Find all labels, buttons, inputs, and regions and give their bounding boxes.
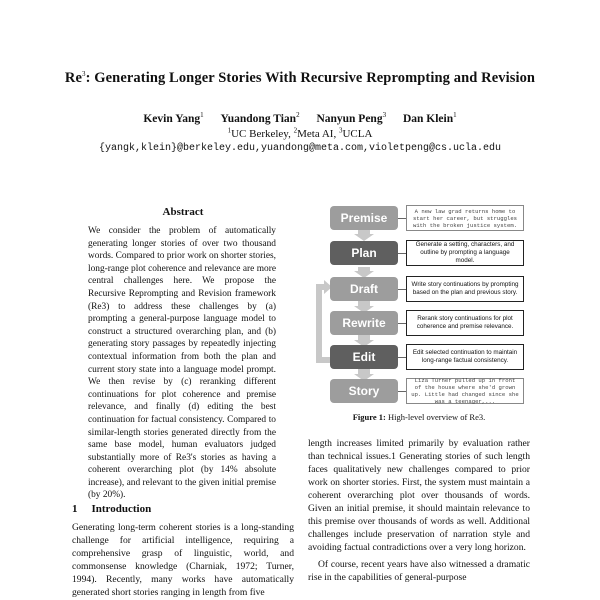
- connector-line: [398, 357, 406, 358]
- down-arrow: [354, 229, 374, 241]
- paragraph: length increases limited primarily by evaluation rather than technical issues.1 Generating stories of such length faces qualitatively new challenges compared to prior work on shorter stories. First, the system must maintain a coherent overarching plot over thousands of words. Given an initial premise, it should maintain relevance to this premise over thousands of words as well. Additional challenges include preservation of narration style and avoiding factual contradictions over a very long horizon.: [308, 438, 530, 553]
- author: Nanyun Peng$^3$: [316, 111, 387, 125]
- edit-description: Edit selected continuation to maintain long-range factual consistency.: [406, 344, 524, 370]
- stage-edit: Edit: [330, 345, 398, 369]
- author: Kevin Yang$^1$: [143, 111, 204, 125]
- connector-line: [398, 253, 406, 254]
- stage-story: Story: [330, 379, 398, 403]
- rewrite-description: Rerank story continuations for plot coherence and premise relevance.: [406, 310, 524, 336]
- section-heading: [72, 503, 151, 515]
- figure-caption: Figure 1: High-level overview of Re3.: [352, 412, 486, 422]
- stage-premise: Premise: [330, 206, 398, 230]
- introduction-text: Generating long-term coherent stories is a long-standing challenge for artificial intelligence, requiring a comprehensive grasp of linguistic, world, and commonsense knowledge (Charniak, 1972; Turner, 1994). Recently, many works have automatically generated short stories ranging in length from five: [72, 522, 294, 598]
- author-emails: {yangk,klein}@berkeley.edu,yuandong@meta.com,violetpeng@cs.ucla.edu: [98, 143, 502, 154]
- paper-title: Re$^3$: Generating Longer Stories With Recursive Reprompting and Revision: [64, 70, 536, 86]
- affiliations: $^1$UC Berkeley, $^2$Meta AI, $^3$UCLA: [227, 126, 373, 140]
- section-title: Introduction: [91, 503, 152, 515]
- premise-description: A new law grad returns home to start her career, but struggles with the broken justice system.: [406, 205, 524, 231]
- stage-rewrite: Rewrite: [330, 311, 398, 335]
- abstract-text: We consider the problem of automatically generating longer stories of over two thousand words. Compared to prior work on shorter stories, long-range plot coherence and relevance are more central challenges here. We propose the Recursive Reprompting and Revision framework (Re3) to address these challenges by (a) prompting a general-purpose language model to construct a structured overarching plan, and (b) generating story passages by repeatedly injecting contextual information from both the plan and current story state into a language model prompt. We then revise by (c) reranking different continuations for plot coherence and premise relevance, and finally (d) editing the best continuation for factual consistency. Compared to similar-length stories generated directly from the same base model, human evaluators judged substantially more of Re3's stories as having a coherent overarching plot (by 14% absolute increase), and relevant to the given initial premise (by 20%).: [88, 226, 276, 501]
- connector-line: [398, 391, 406, 392]
- connector-line: [398, 289, 406, 290]
- section-number: 1: [72, 503, 78, 515]
- connector-line: [398, 218, 406, 219]
- author: Yuandong Tian$^2$: [220, 111, 300, 125]
- authors: [0, 113, 600, 125]
- connector-line: [398, 323, 406, 324]
- stage-draft: Draft: [330, 277, 398, 301]
- draft-description: Write story continuations by prompting based on the plan and previous story.: [406, 276, 524, 302]
- story-description: Liza Turner pulled up in front of the house where she'd grown up. Little had changed since she was a teenager,...: [406, 378, 524, 404]
- figure-overview: [310, 200, 530, 406]
- author: Dan Klein$^1$: [402, 111, 457, 125]
- right-column-text: [308, 437, 530, 588]
- paragraph: Of course, recent years have also witnessed a dramatic rise in the capabilities of general-purpose: [308, 559, 530, 583]
- plan-description: Generate a setting, characters, and outline by prompting a language model.: [406, 240, 524, 266]
- stage-plan: Plan: [330, 241, 398, 265]
- abstract-heading: Abstract: [162, 206, 204, 218]
